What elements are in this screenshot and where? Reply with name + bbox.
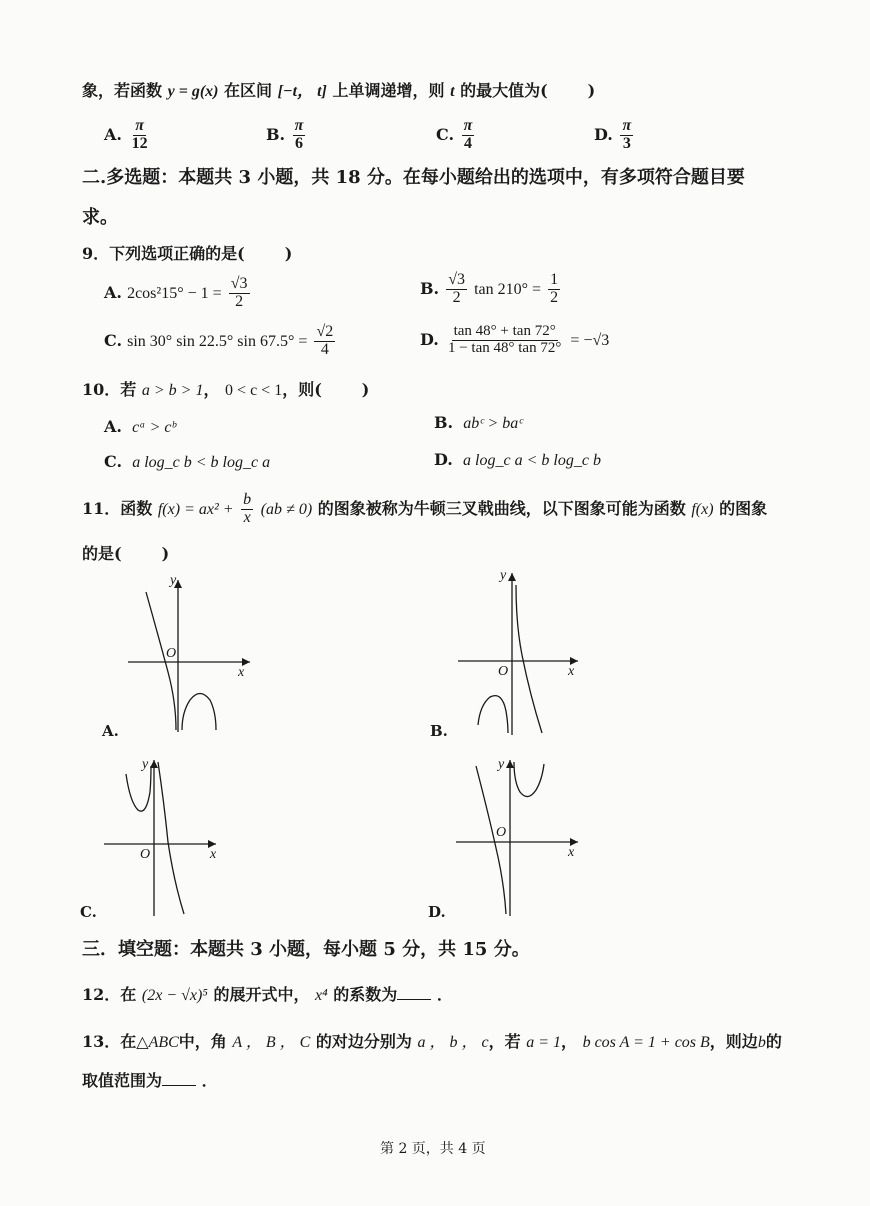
graph-a-label: A.: [102, 722, 119, 740]
svg-text:x: x: [210, 847, 217, 862]
svg-text:y: y: [142, 757, 149, 772]
q9-option-b: B. $\frac{√3}{2}$ tan 210° = $\frac{1}{2}$: [420, 271, 559, 306]
q10-option-c: C. a log_c b < b log_c a: [104, 452, 271, 471]
section3-heading: 三．填空题：本题共 3 小题，每小题 5 分，共 15 分。: [82, 939, 530, 960]
svg-text:O: O: [498, 664, 509, 679]
section2-heading: 二.多选题：本题共 3 小题，共 18 分。在每小题给出的选项中，有多项符合题目要: [82, 167, 745, 188]
q12-answer-blank: [397, 998, 431, 1000]
q8-stem: 象，若函数 y = g(x) 在区间 [−t， t] 上单调递增，则 t 的最大值为( ): [82, 81, 596, 100]
svg-text:O: O: [166, 646, 177, 661]
q8-option-b: B. $\frac{\pi}{6}$: [266, 117, 304, 152]
q10-option-a: A. cᵃ > cᵇ: [104, 417, 176, 436]
graph-d: [450, 752, 585, 920]
graph-a: [120, 572, 260, 737]
svg-text:x: x: [568, 664, 575, 679]
q11-stem: 11．函数 f(x) = ax² + $\frac{b}{x}$ (ab ≠ 0) 的图象被称为牛顿三叉戟曲线，以下图象可能为函数 f(x) 的图象: [82, 491, 768, 526]
q9-option-d: D. $\frac{\tan 48^\circ + \tan 72^\circ}{1 - \tan 48^\circ \tan 72^\circ}$ = −√3: [420, 323, 610, 356]
q8-option-d: D. $\frac{\pi}{3}$: [594, 117, 632, 152]
q13-stem-cont: 取值范围为 ．: [82, 1071, 218, 1090]
q8-option-c: C. $\frac{\pi}{4}$: [436, 117, 473, 152]
graph-b: [450, 565, 590, 740]
graph-d-label: D.: [428, 903, 446, 921]
graph-b-label: B.: [430, 722, 448, 740]
section2-heading-cont: 求。: [82, 207, 118, 228]
q10-option-b: B. abᶜ > baᶜ: [434, 413, 523, 432]
q12-stem: 12．在 (2x − √x)⁵ 的展开式中， x⁴ 的系数为 ．: [82, 985, 453, 1004]
q9-stem: 9．下列选项正确的是( ): [82, 244, 293, 263]
svg-text:y: y: [170, 573, 177, 588]
q13-answer-blank: [162, 1084, 196, 1086]
page-footer: 第 2 页，共 4 页: [380, 1141, 486, 1157]
svg-text:x: x: [238, 665, 245, 680]
graph-c-label: C.: [80, 903, 97, 921]
q13-stem: 13．在△ABC中，角 A ， B ， C 的对边分别为 a ， b ， c，若 a = 1， b cos A = 1 + cos B，则边b的: [82, 1032, 782, 1051]
q11-stem-cont: 的是( ): [82, 544, 170, 563]
q10-option-d: D. a log_c a < b log_c b: [434, 450, 601, 469]
q9-option-c: C. sin 30° sin 22.5° sin 67.5° = $\frac{√2}{4}$: [104, 323, 334, 358]
svg-text:y: y: [500, 568, 507, 583]
q8-option-a: A. $\frac{\pi}{12}$: [104, 117, 148, 152]
graph-c: [100, 752, 225, 920]
svg-text:O: O: [140, 847, 151, 862]
svg-text:O: O: [496, 825, 507, 840]
svg-text:y: y: [498, 757, 505, 772]
svg-text:x: x: [568, 845, 575, 860]
q10-stem: 10．若 a > b > 1， 0 < c < 1，则( ): [82, 380, 370, 399]
q9-option-a: A. 2cos²15° − 1 = $\frac{√3}{2}$: [104, 275, 248, 310]
